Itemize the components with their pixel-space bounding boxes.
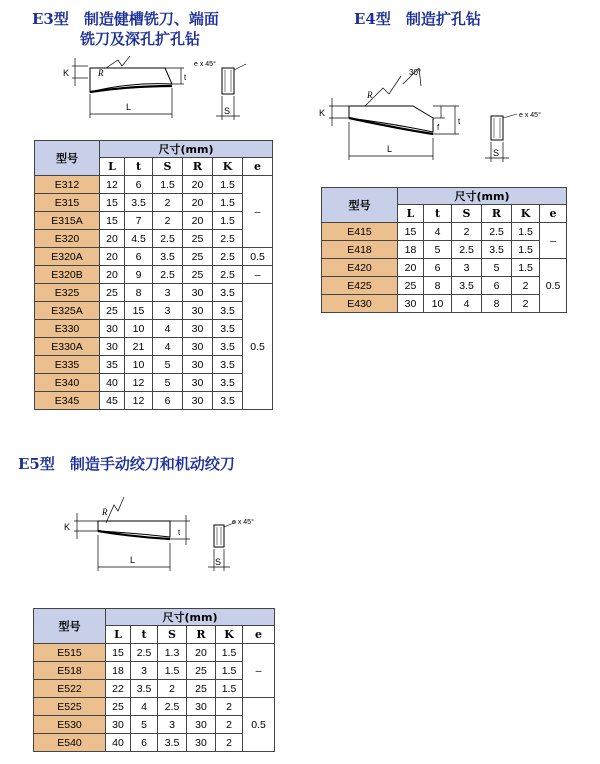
table-row <box>35 392 273 410</box>
value-cell: 12 <box>100 176 125 194</box>
table-row <box>35 194 273 212</box>
e-value-cell: 0.5 <box>243 698 275 752</box>
e3-col-s: S <box>153 158 183 176</box>
model-cell: E330A <box>35 338 100 356</box>
value-cell: 1.5 <box>216 662 243 680</box>
e5-col-l: L <box>106 626 131 644</box>
e4-col-k: K <box>512 205 540 223</box>
value-cell: 1.5 <box>213 194 243 212</box>
e3-tool-drawing <box>60 56 265 130</box>
value-cell: 1.3 <box>158 644 187 662</box>
table-row <box>35 356 273 374</box>
value-cell: 3.5 <box>213 374 243 392</box>
value-cell: 3.5 <box>125 194 153 212</box>
value-cell: 3.5 <box>213 320 243 338</box>
value-cell: 2.5 <box>153 230 183 248</box>
model-cell: E315A <box>35 212 100 230</box>
e4-title-line: E4型 制造扩孔钻 <box>354 10 481 28</box>
e3-title-line1: E3型 制造健槽铣刀、端面 <box>32 10 219 28</box>
e5-title <box>18 454 235 474</box>
e5-header-size: 尺寸(mm) <box>106 609 275 626</box>
model-cell: E522 <box>34 680 106 698</box>
e4-label-f: f <box>437 123 440 132</box>
table-row <box>35 230 273 248</box>
e4-col-l: L <box>398 205 424 223</box>
e4-title <box>354 9 481 29</box>
value-cell: 3.5 <box>153 248 183 266</box>
value-cell: 30 <box>187 698 216 716</box>
value-cell: 1.5 <box>216 644 243 662</box>
value-cell: 3.5 <box>452 277 482 295</box>
value-cell: 3.5 <box>213 338 243 356</box>
value-cell: 2.5 <box>452 241 482 259</box>
table-row <box>322 277 567 295</box>
model-cell: E415 <box>322 223 398 241</box>
value-cell: 3.5 <box>213 302 243 320</box>
value-cell: 30 <box>183 302 213 320</box>
e5-label-r: R <box>102 507 108 517</box>
e5-col-e: e <box>243 626 275 644</box>
e-value-cell: 0.5 <box>243 284 273 410</box>
model-cell: E315 <box>35 194 100 212</box>
model-cell: E425 <box>322 277 398 295</box>
table-row <box>322 259 567 277</box>
value-cell: 6 <box>131 734 158 752</box>
value-cell: 18 <box>398 241 424 259</box>
e5-label-k: K <box>64 522 71 532</box>
value-cell: 2.5 <box>213 230 243 248</box>
e4-tool-drawing <box>315 62 560 170</box>
table-row <box>35 248 273 266</box>
value-cell: 15 <box>100 212 125 230</box>
value-cell: 5 <box>153 374 183 392</box>
value-cell: 30 <box>100 338 125 356</box>
value-cell: 20 <box>183 212 213 230</box>
value-cell: 5 <box>424 241 452 259</box>
value-cell: 3 <box>452 259 482 277</box>
value-cell: 2 <box>216 698 243 716</box>
table-row <box>322 223 567 241</box>
table-row <box>34 662 275 680</box>
value-cell: 20 <box>100 248 125 266</box>
e3-label-s: S <box>224 106 231 116</box>
value-cell: 25 <box>106 698 131 716</box>
model-cell: E515 <box>34 644 106 662</box>
value-cell: 20 <box>183 176 213 194</box>
value-cell: 25 <box>183 248 213 266</box>
table-row <box>34 698 275 716</box>
value-cell: 30 <box>187 734 216 752</box>
value-cell: 3 <box>153 302 183 320</box>
e4-col-e: e <box>540 205 567 223</box>
value-cell: 6 <box>153 392 183 410</box>
value-cell: 3 <box>153 284 183 302</box>
value-cell: 21 <box>125 338 153 356</box>
value-cell: 15 <box>100 194 125 212</box>
e5-header-type: 型号 <box>34 609 106 644</box>
model-cell: E325 <box>35 284 100 302</box>
value-cell: 8 <box>482 295 512 313</box>
value-cell: 30 <box>106 716 131 734</box>
e5-spec-table <box>33 608 275 752</box>
value-cell: 40 <box>100 374 125 392</box>
value-cell: 15 <box>106 644 131 662</box>
value-cell: 5 <box>131 716 158 734</box>
model-cell: E312 <box>35 176 100 194</box>
table-row <box>35 212 273 230</box>
value-cell: 5 <box>153 356 183 374</box>
e-value-cell: – <box>540 223 567 259</box>
e3-col-t: t <box>125 158 153 176</box>
value-cell: 45 <box>100 392 125 410</box>
e3-label-t: t <box>184 73 187 82</box>
value-cell: 10 <box>125 356 153 374</box>
e3-spec-table <box>34 140 273 410</box>
value-cell: 22 <box>106 680 131 698</box>
value-cell: 3.5 <box>131 680 158 698</box>
value-cell: 1.5 <box>213 176 243 194</box>
value-cell: 25 <box>187 662 216 680</box>
e4-header-size: 尺寸(mm) <box>398 188 567 205</box>
value-cell: 9 <box>125 266 153 284</box>
value-cell: 2 <box>216 734 243 752</box>
value-cell: 25 <box>398 277 424 295</box>
table-row <box>35 266 273 284</box>
value-cell: 25 <box>187 680 216 698</box>
model-cell: E320B <box>35 266 100 284</box>
value-cell: 8 <box>125 284 153 302</box>
e4-label-k: K <box>319 108 326 118</box>
table-row <box>322 241 567 259</box>
value-cell: 3.5 <box>213 356 243 374</box>
e5-label-l: L <box>130 555 136 565</box>
value-cell: 6 <box>482 277 512 295</box>
value-cell: 40 <box>106 734 131 752</box>
value-cell: 25 <box>183 266 213 284</box>
value-cell: 18 <box>106 662 131 680</box>
value-cell: 20 <box>100 266 125 284</box>
e5-col-t: t <box>131 626 158 644</box>
e3-title-line2: 铣刀及深孔扩孔钻 <box>80 30 201 48</box>
e5-col-r: R <box>187 626 216 644</box>
value-cell: 20 <box>187 644 216 662</box>
e3-col-e: e <box>243 158 273 176</box>
table-row <box>34 680 275 698</box>
value-cell: 2 <box>216 716 243 734</box>
value-cell: 5 <box>482 259 512 277</box>
value-cell: 4 <box>153 338 183 356</box>
value-cell: 15 <box>398 223 424 241</box>
e3-header-size: 尺寸(mm) <box>100 141 273 158</box>
value-cell: 1.5 <box>512 223 540 241</box>
e4-label-angle: 30° <box>409 68 422 77</box>
model-cell: E518 <box>34 662 106 680</box>
value-cell: 2.5 <box>482 223 512 241</box>
value-cell: 4 <box>131 698 158 716</box>
table-row <box>35 176 273 194</box>
e-value-cell: 0.5 <box>243 248 273 266</box>
e5-col-s: S <box>158 626 187 644</box>
value-cell: 15 <box>125 302 153 320</box>
e3-col-l: L <box>100 158 125 176</box>
value-cell: 30 <box>183 320 213 338</box>
value-cell: 2 <box>512 295 540 313</box>
value-cell: 2.5 <box>213 266 243 284</box>
value-cell: 8 <box>424 277 452 295</box>
model-cell: E325A <box>35 302 100 320</box>
value-cell: 30 <box>183 338 213 356</box>
table-row <box>34 734 275 752</box>
table-row <box>34 716 275 734</box>
e3-col-r: R <box>183 158 213 176</box>
value-cell: 3.5 <box>482 241 512 259</box>
e4-header-type: 型号 <box>322 188 398 223</box>
value-cell: 2 <box>153 194 183 212</box>
value-cell: 30 <box>183 392 213 410</box>
model-cell: E540 <box>34 734 106 752</box>
value-cell: 30 <box>398 295 424 313</box>
e4-label-l: L <box>387 144 393 154</box>
value-cell: 1.5 <box>158 662 187 680</box>
value-cell: 30 <box>183 356 213 374</box>
value-cell: 3 <box>131 662 158 680</box>
value-cell: 1.5 <box>213 212 243 230</box>
e3-label-k: K <box>63 68 70 78</box>
table-row <box>35 302 273 320</box>
value-cell: 12 <box>125 392 153 410</box>
model-cell: E345 <box>35 392 100 410</box>
e5-col-k: K <box>216 626 243 644</box>
e-value-cell: – <box>243 266 273 284</box>
model-cell: E530 <box>34 716 106 734</box>
e4-label-r: R <box>367 90 373 100</box>
value-cell: 3.5 <box>158 734 187 752</box>
value-cell: 30 <box>187 716 216 734</box>
value-cell: 1.5 <box>512 241 540 259</box>
value-cell: 1.5 <box>512 259 540 277</box>
value-cell: 3.5 <box>213 392 243 410</box>
e5-label-s: S <box>215 557 222 567</box>
value-cell: 20 <box>183 194 213 212</box>
value-cell: 2.5 <box>153 266 183 284</box>
value-cell: 12 <box>125 374 153 392</box>
e4-label-t: t <box>458 117 461 126</box>
value-cell: 10 <box>125 320 153 338</box>
model-cell: E330 <box>35 320 100 338</box>
e3-label-l: L <box>126 102 132 112</box>
value-cell: 25 <box>183 230 213 248</box>
table-row <box>34 644 275 662</box>
value-cell: 20 <box>398 259 424 277</box>
value-cell: 2.5 <box>158 698 187 716</box>
e5-label-t: t <box>178 528 181 537</box>
value-cell: 2 <box>153 212 183 230</box>
e4-label-chamfer: e x 45° <box>519 112 541 119</box>
table-row <box>35 338 273 356</box>
value-cell: 30 <box>183 284 213 302</box>
model-cell: E320A <box>35 248 100 266</box>
value-cell: 7 <box>125 212 153 230</box>
value-cell: 2 <box>512 277 540 295</box>
value-cell: 6 <box>424 259 452 277</box>
value-cell: 2 <box>158 680 187 698</box>
model-cell: E320 <box>35 230 100 248</box>
value-cell: 30 <box>100 320 125 338</box>
value-cell: 3.5 <box>213 284 243 302</box>
e4-col-s: S <box>452 205 482 223</box>
value-cell: 1.5 <box>153 176 183 194</box>
value-cell: 4.5 <box>125 230 153 248</box>
value-cell: 4 <box>452 295 482 313</box>
e-value-cell: – <box>243 644 275 698</box>
table-row <box>322 295 567 313</box>
value-cell: 2.5 <box>213 248 243 266</box>
e3-col-k: K <box>213 158 243 176</box>
model-cell: E418 <box>322 241 398 259</box>
table-row <box>35 320 273 338</box>
value-cell: 30 <box>183 374 213 392</box>
value-cell: 2.5 <box>131 644 158 662</box>
e5-title-line: E5型 制造手动绞刀和机动绞刀 <box>18 455 235 473</box>
value-cell: 2 <box>452 223 482 241</box>
value-cell: 1.5 <box>216 680 243 698</box>
e3-label-chamfer: e x 45° <box>194 61 216 68</box>
value-cell: 4 <box>424 223 452 241</box>
value-cell: 25 <box>100 302 125 320</box>
e5-label-chamfer: e x 45° <box>232 519 254 526</box>
table-row <box>35 374 273 392</box>
e4-spec-table <box>321 187 567 313</box>
value-cell: 25 <box>100 284 125 302</box>
value-cell: 20 <box>100 230 125 248</box>
model-cell: E335 <box>35 356 100 374</box>
value-cell: 35 <box>100 356 125 374</box>
e5-tool-drawing <box>60 495 270 579</box>
e4-label-s: S <box>493 148 500 158</box>
value-cell: 3 <box>158 716 187 734</box>
value-cell: 10 <box>424 295 452 313</box>
e-value-cell: 0.5 <box>540 259 567 313</box>
e3-title <box>32 9 219 49</box>
table-row <box>35 284 273 302</box>
e-value-cell: – <box>243 176 273 248</box>
e3-label-r: R <box>98 68 104 78</box>
model-cell: E525 <box>34 698 106 716</box>
value-cell: 6 <box>125 248 153 266</box>
value-cell: 6 <box>125 176 153 194</box>
model-cell: E430 <box>322 295 398 313</box>
model-cell: E420 <box>322 259 398 277</box>
e4-col-r: R <box>482 205 512 223</box>
value-cell: 4 <box>153 320 183 338</box>
e3-header-type: 型号 <box>35 141 100 176</box>
model-cell: E340 <box>35 374 100 392</box>
e4-col-t: t <box>424 205 452 223</box>
